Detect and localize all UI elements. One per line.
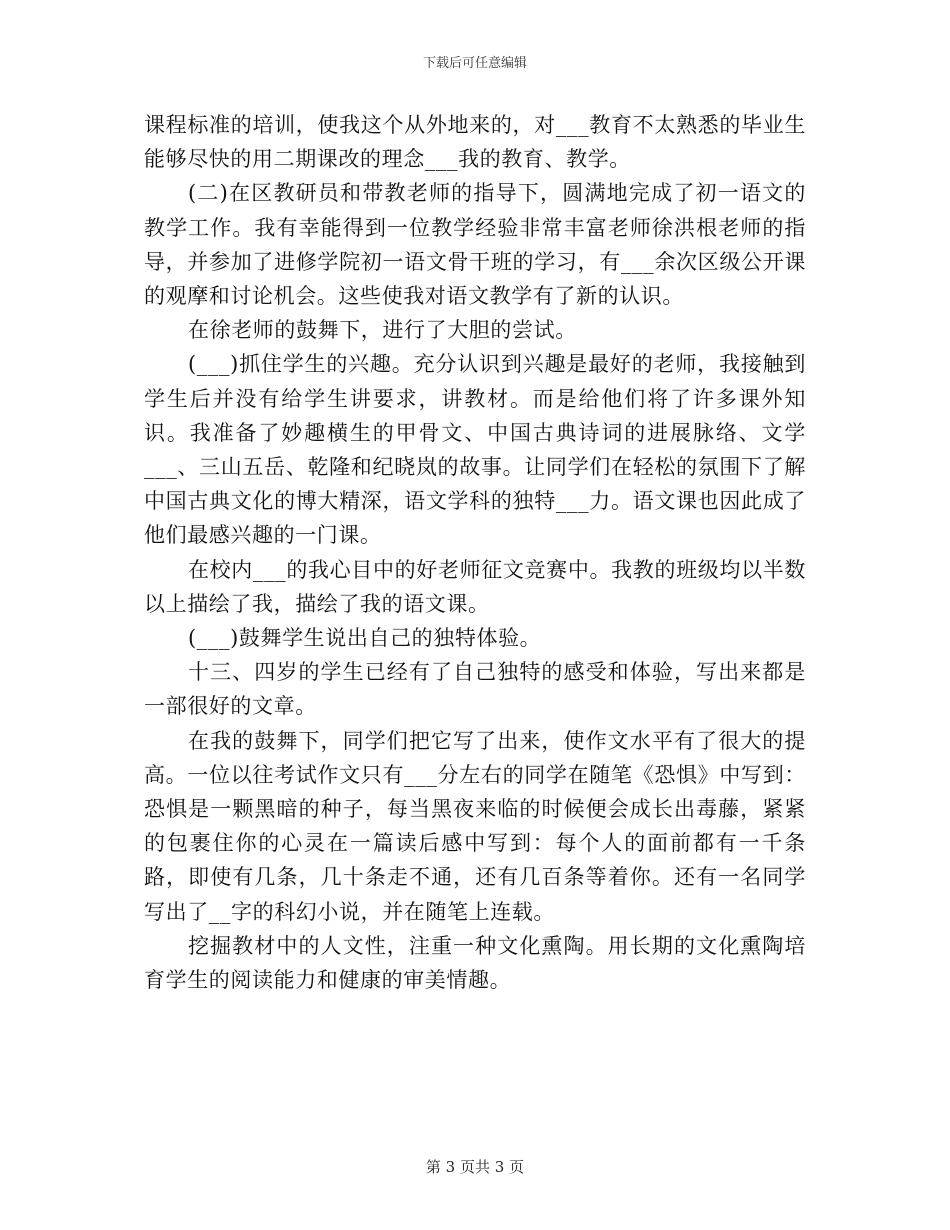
page-header: 下载后可任意编辑: [422, 56, 527, 71]
paragraph: 课程标准的培训，使我这个从外地来的，对___教育不太熟悉的毕业生能够尽快的用二期课改的理念___我的教育、教学。: [144, 113, 806, 172]
document-body: [144, 108, 806, 997]
paragraph: 在徐老师的鼓舞下，进行了大胆的尝试。: [188, 318, 577, 343]
paragraph: (二)在区教研员和带教老师的指导下，圆满地完成了初一语文的教学工作。我有幸能得到一位教学经验非常丰富老师徐洪根老师的指导，并参加了进修学院初一语文骨干班的学习，有___余次区级公开课的观摩和讨论机会。这些使我对语文教学有了新的认识。: [144, 181, 806, 309]
paragraph: 在校内___的我心目中的好老师征文竞赛中。我教的班级均以半数以上描绘了我，描绘了我的语文课。: [144, 557, 806, 616]
page-footer: 第 3 页共 3 页: [425, 1158, 525, 1176]
paragraph: 在我的鼓舞下，同学们把它写了出来，使作文水平有了很大的提高。一位以往考试作文只有___分左右的同学在随笔《恐惧》中写到：恐惧是一颗黑暗的种子，每当黑夜来临的时候便会成长出毒藤，紧紧的包裹住你的心灵在一篇读后感中写到：每个人的面前都有一千条路，即使有几条，几十条走不通，还有几百条等着你。还有一名同学写出了__字的科幻小说，并在随笔上连载。: [144, 728, 806, 924]
paragraph: 十三、四岁的学生已经有了自己独特的感受和体验，写出来都是一部很好的文章。: [144, 660, 806, 719]
paragraph: (___)鼓舞学生说出自己的独特体验。: [188, 626, 542, 651]
paragraph: 挖掘教材中的人文性，注重一种文化熏陶。用长期的文化熏陶培育学生的阅读能力和健康的审美情趣。: [144, 933, 806, 993]
paragraph: (___)抓住学生的兴趣。充分认识到兴趣是最好的老师，我接触到学生后并没有给学生讲要求，讲教材。而是给他们将了许多课外知识。我准备了妙趣横生的甲骨文、中国古典诗词的进展脉络、文学___、三山五岳、乾隆和纪晓岚的故事。让同学们在轻松的氛围下了解中国古典文化的博大精深，语文学科的独特___力。语文课也因此成了他们最感兴趣的一门课。: [144, 352, 806, 548]
